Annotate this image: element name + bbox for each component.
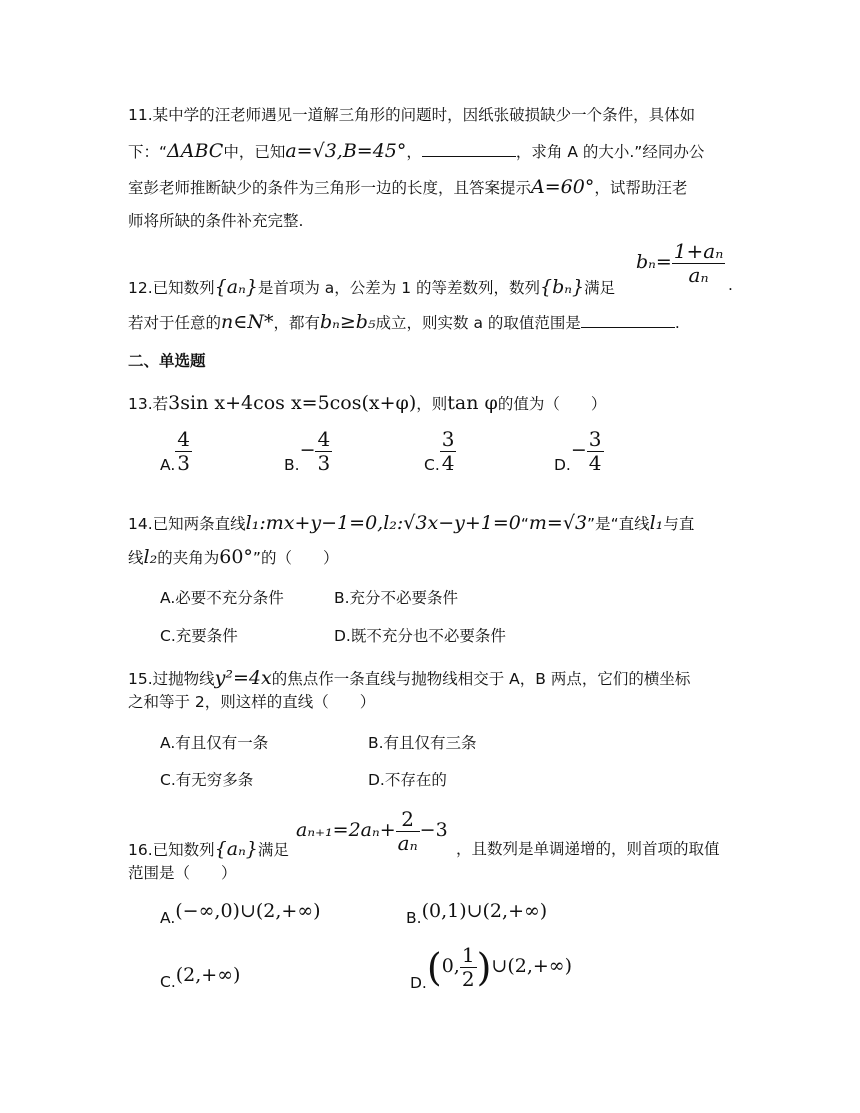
q15-option-d[interactable]: D.不存在的 bbox=[368, 771, 447, 789]
q13-option-d[interactable]: D.− $\frac{3}{4}$ bbox=[554, 427, 602, 475]
left-paren: ( bbox=[426, 945, 442, 990]
right-paren: ) bbox=[476, 945, 492, 990]
q12-line-2: 若对于任意的n∈N*，都有bₙ≥b₅成立，则实数 a 的取值范围是 . bbox=[128, 311, 680, 333]
q16-line-2: 范围是（ ） bbox=[128, 864, 237, 882]
q14-option-a[interactable]: A.必要不充分条件 bbox=[160, 589, 284, 607]
q14-option-d[interactable]: D.既不充分也不必要条件 bbox=[334, 627, 506, 645]
section-heading: 二、单选题 bbox=[128, 352, 206, 370]
q16-option-c[interactable]: C.(2,+∞) bbox=[160, 964, 241, 991]
q13-option-c[interactable]: C. $\frac{3}{4}$ bbox=[424, 427, 455, 475]
q11-line-4: 师将所缺的条件补充完整. bbox=[128, 212, 304, 230]
q13-option-b[interactable]: B.− $\frac{4}{3}$ bbox=[284, 427, 331, 475]
q14-option-b[interactable]: B.充分不必要条件 bbox=[334, 589, 459, 607]
q11-line-1: 11.某中学的汪老师遇见一道解三角形的问题时，因纸张破损缺少一个条件，具体如 bbox=[128, 106, 696, 124]
q15-line-2: 之和等于 2，则这样的直线（ ） bbox=[128, 693, 376, 711]
q16-line-1b: ，且数列是单调递增的，则首项的取值 bbox=[456, 840, 720, 858]
q16-option-a[interactable]: A.(−∞,0)∪(2,+∞) bbox=[160, 900, 321, 927]
q13-option-a[interactable]: A. $\frac{4}{3}$ bbox=[160, 427, 190, 475]
q12-fraction: bₙ= $\frac{\text{1+aₙ}}{\text{aₙ}}$ bbox=[636, 239, 724, 287]
q14-line-2: 线l₂的夹角为60°”的（ ） bbox=[128, 546, 339, 568]
q15-option-b[interactable]: B.有且仅有三条 bbox=[368, 734, 477, 752]
angle-math: A=60° bbox=[531, 176, 595, 198]
q11-line-2: 下：“ΔABC中，已知a=√3,B=45°， ，求角 A 的大小.”经同办公 bbox=[128, 140, 705, 162]
q15-option-a[interactable]: A.有且仅有一条 bbox=[160, 734, 269, 752]
q14-option-c[interactable]: C.充要条件 bbox=[160, 627, 238, 645]
answer-blank bbox=[422, 142, 516, 157]
q13-stem: 13.若3sin x+4cos x=5cos(x+φ)，则tan φ的值为（ ） bbox=[128, 392, 607, 414]
q14-line-1: 14.已知两条直线l₁:mx+y−1=0,l₂:√3x−y+1=0“m=√3”是“直线l₁与直 bbox=[128, 512, 695, 534]
q11-line-3: 室彭老师推断缺少的条件为三角形一边的长度，且答案提示A=60°，试帮助汪老 bbox=[128, 176, 688, 198]
answer-blank bbox=[581, 313, 675, 328]
q12-line-1: 12.已知数列{aₙ}是首项为 a，公差为 1 的等差数列，数列{bₙ}满足 bbox=[128, 276, 616, 298]
q15-option-c[interactable]: C.有无穷多条 bbox=[160, 771, 254, 789]
q12-period: . bbox=[728, 276, 733, 294]
q16-option-b[interactable]: B.(0,1)∪(2,+∞) bbox=[406, 900, 548, 927]
q16-recurrence: aₙ₊₁=2aₙ+ $\frac{2}{\text{aₙ}}$ −3 bbox=[296, 807, 448, 855]
triangle-math: ΔABC bbox=[167, 140, 224, 162]
q16-line-1a: 16.已知数列{aₙ}满足 bbox=[128, 838, 289, 860]
q15-line-1: 15.过抛物线y²=4x的焦点作一条直线与抛物线相交于 A，B 两点，它们的横坐标 bbox=[128, 667, 691, 689]
q16-option-d[interactable]: D.(0, $\frac{1}{2}$ )∪(2,+∞) bbox=[410, 943, 573, 992]
given-math: a=√3,B=45° bbox=[285, 140, 407, 162]
